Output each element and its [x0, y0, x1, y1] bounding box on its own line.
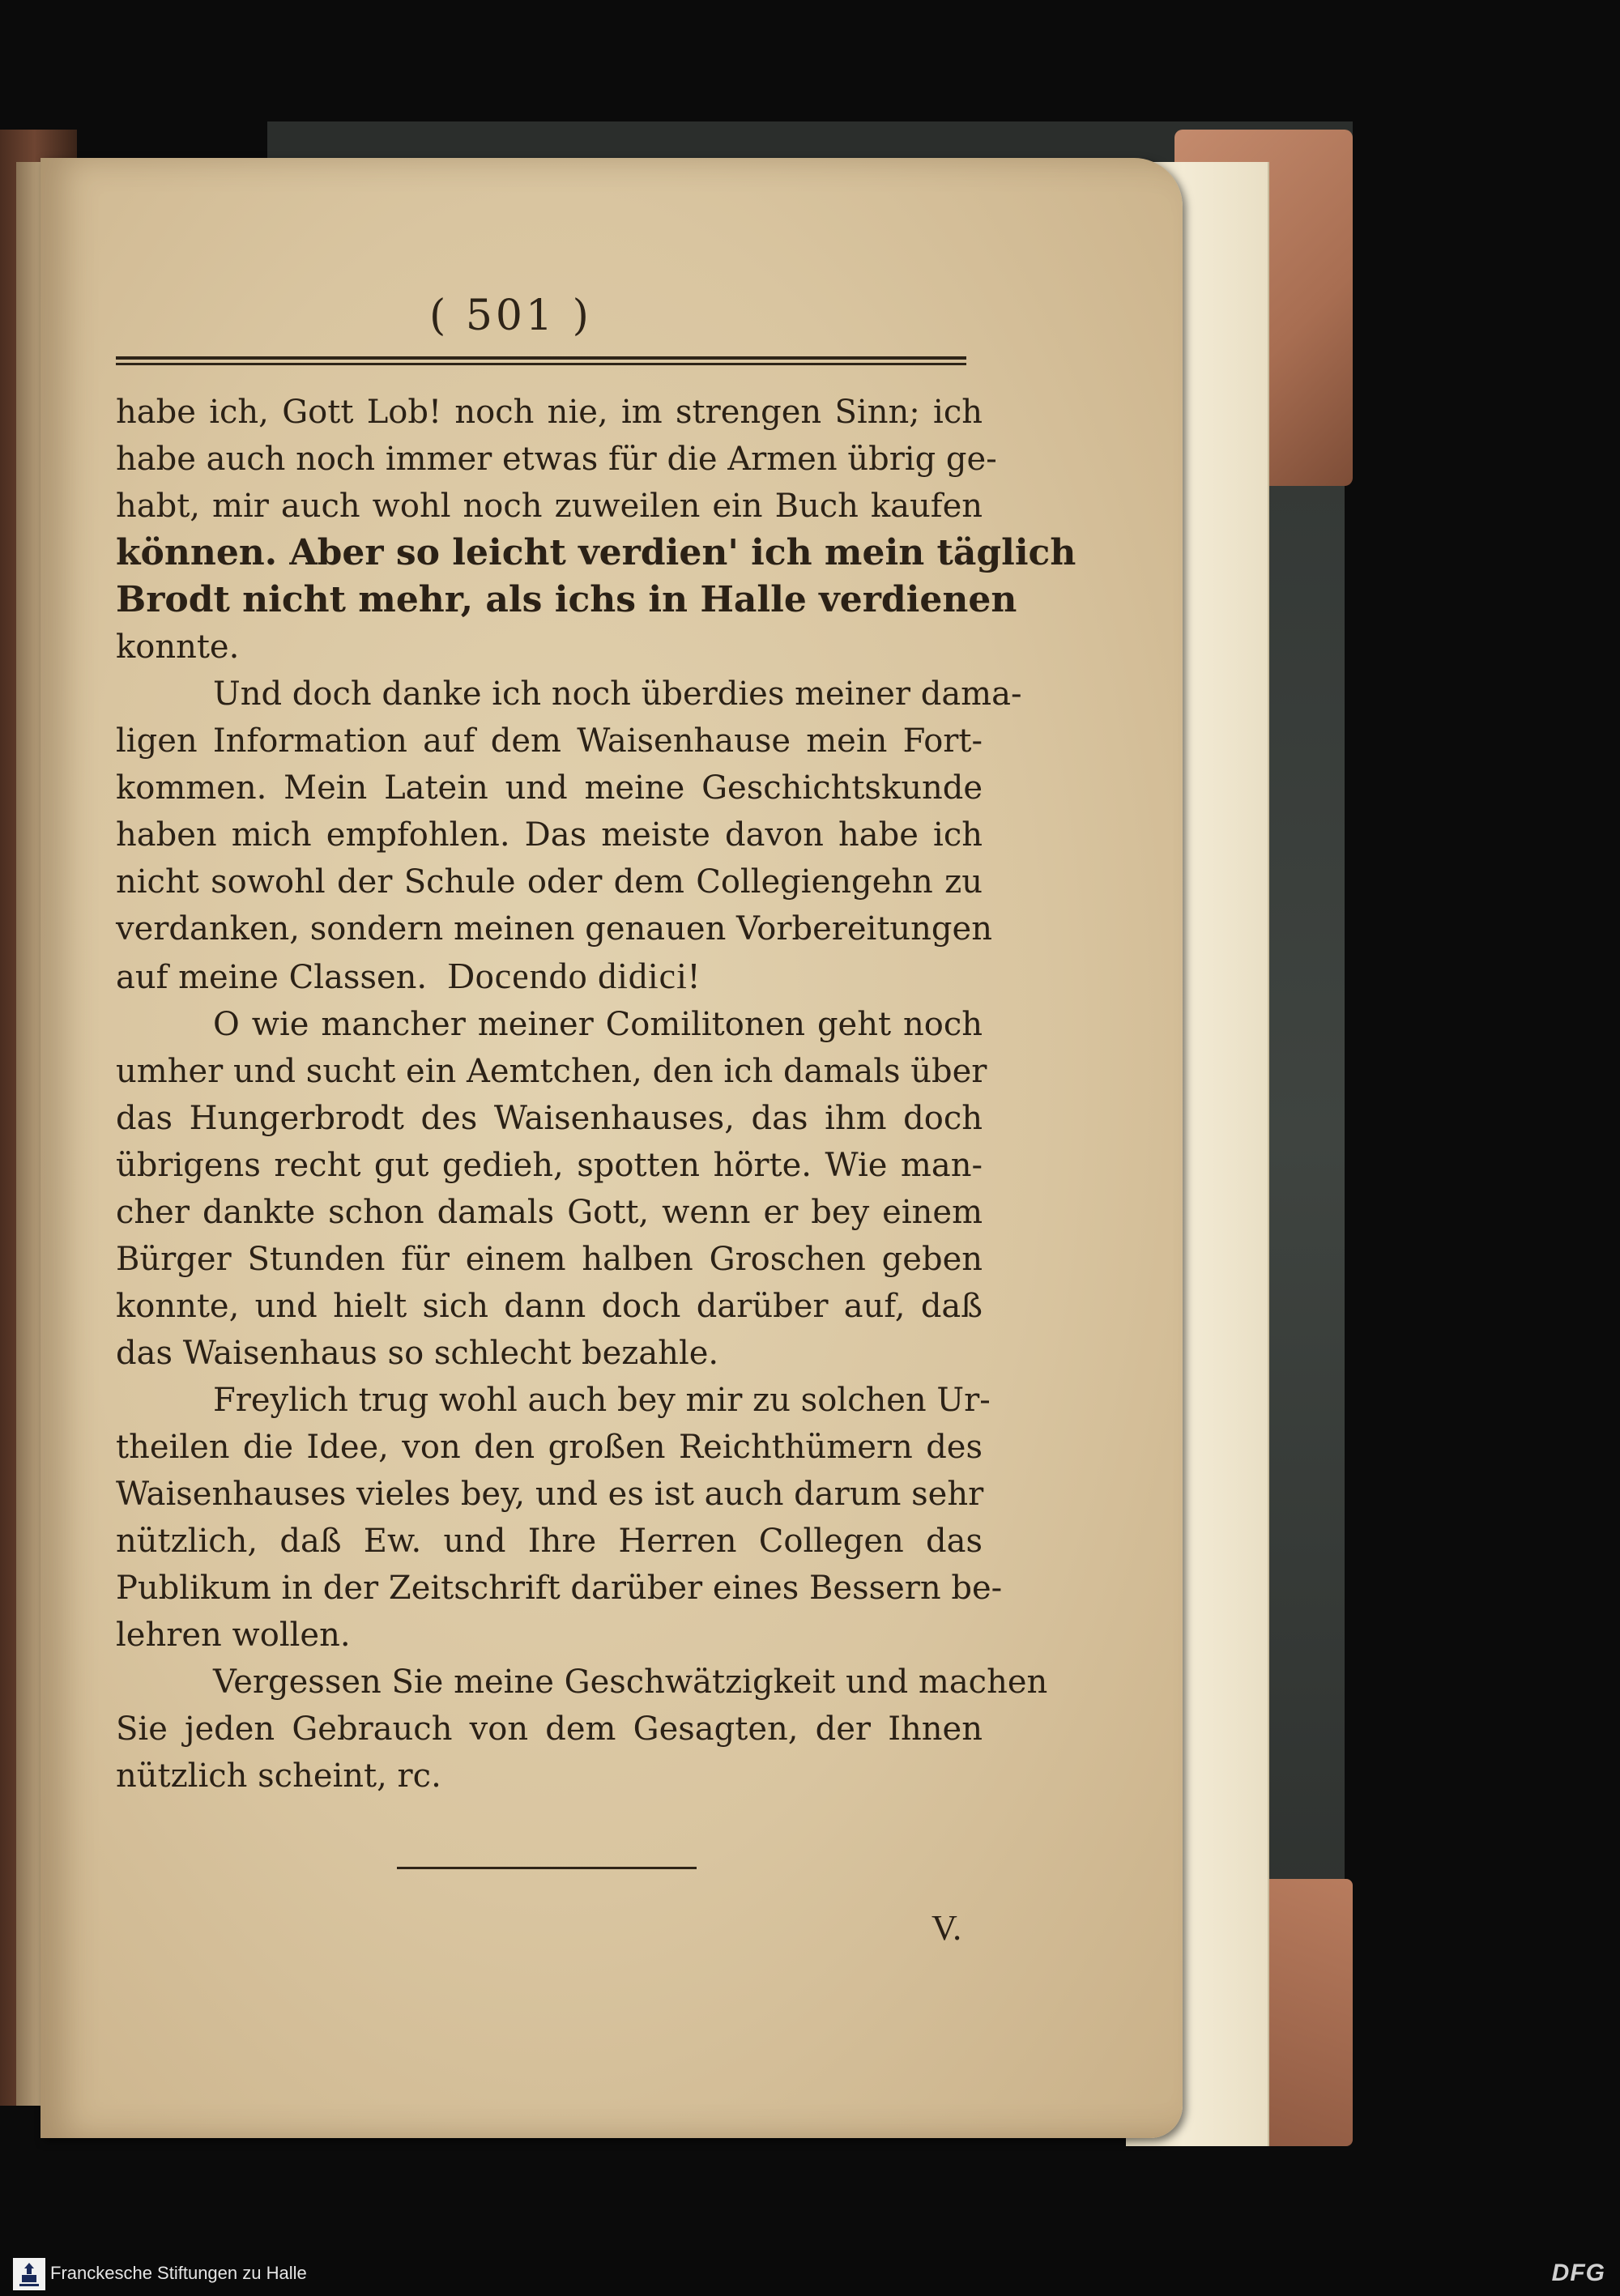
text-line: umher und sucht ein Aemtchen, den ich damals über — [116, 1053, 987, 1090]
text-line: habe ich, Gott Lob! noch nie, im strengen Sinn; ich — [116, 394, 983, 431]
page-number: ( 501 ) — [429, 292, 592, 340]
text-line: Und doch danke ich noch überdies meiner dama- — [213, 675, 1022, 713]
text-line: lehren wollen. — [116, 1617, 351, 1654]
paragraph-2 — [116, 671, 1022, 1001]
text-line: nützlich, daß Ew. und Ihre Herren Collegen das — [116, 1523, 983, 1560]
paragraph-4 — [116, 1377, 1003, 1659]
paragraph-5 — [116, 1659, 1048, 1800]
catchword: V. — [932, 1908, 962, 1948]
text-line: nützlich scheint, rc. — [116, 1757, 441, 1795]
header-rule — [116, 356, 966, 365]
text-line: verdanken, sondern meinen genauen Vorbereitungen — [116, 910, 992, 948]
text-line: habt, mir auch wohl noch zuweilen ein Buch kaufen — [116, 488, 983, 525]
franckesche-stiftungen-logo-icon[interactable] — [13, 2258, 45, 2290]
text-line: Freylich trug wohl auch bey mir zu solchen Ur- — [213, 1382, 991, 1419]
text-line: cher dankte schon damals Gott, wenn er bey einem — [116, 1194, 983, 1231]
text-line: können. Aber so leicht verdien' ich mein täglich — [116, 532, 1076, 573]
text-line: haben mich empfohlen. Das meiste davon habe ich — [116, 816, 983, 854]
end-rule — [397, 1867, 697, 1869]
text-line — [116, 952, 983, 1001]
text-line: O wie mancher meiner Comilitonen geht noch — [213, 1006, 983, 1043]
text-line: Publikum in der Zeitschrift darüber eines Bessern be- — [116, 1570, 1003, 1607]
text-line: Bürger Stunden für einem halben Groschen geben — [116, 1241, 983, 1278]
paragraph-1 — [116, 389, 1076, 671]
text-line: das Waisenhaus so schlecht bezahle. — [116, 1335, 719, 1372]
footer-institution[interactable]: Franckesche Stiftungen zu Halle — [50, 2263, 307, 2283]
text-line: nicht sowohl der Schule oder dem Collegiengehn zu — [116, 863, 983, 901]
text-line: kommen. Mein Latein und meine Geschichtskunde — [116, 769, 983, 807]
latin-quote: Docendo didici! — [447, 955, 701, 996]
text-line: konnte, und hielt sich dann doch darüber auf, daß — [116, 1288, 983, 1325]
text-line: habe auch noch immer etwas für die Armen übrig ge- — [116, 441, 997, 478]
text-line: Brodt nicht mehr, als ichs in Halle verdienen — [116, 579, 1017, 620]
footer-bar — [0, 2250, 1620, 2296]
text-line: Vergessen Sie meine Geschwätzigkeit und machen — [213, 1663, 1048, 1701]
text-line: konnte. — [116, 628, 240, 666]
text-line: Waisenhauses vieles bey, und es ist auch darum sehr — [116, 1476, 984, 1513]
text-line: das Hungerbrodt des Waisenhauses, das ihm doch — [116, 1100, 983, 1137]
text-line: theilen die Idee, von den großen Reichthümern des — [116, 1429, 983, 1466]
text-line: ligen Information auf dem Waisenhause mein Fort- — [116, 722, 983, 760]
page-text — [116, 389, 1076, 1800]
text-line: Sie jeden Gebrauch von dem Gesagten, der Ihnen — [116, 1710, 983, 1748]
paragraph-3 — [116, 1001, 987, 1377]
text-line: übrigens recht gut gedieh, spotten hörte. Wie man- — [116, 1147, 983, 1184]
text-line-prefix: auf meine Classen. — [116, 959, 428, 996]
dfg-logo[interactable]: DFG — [1551, 2260, 1605, 2286]
